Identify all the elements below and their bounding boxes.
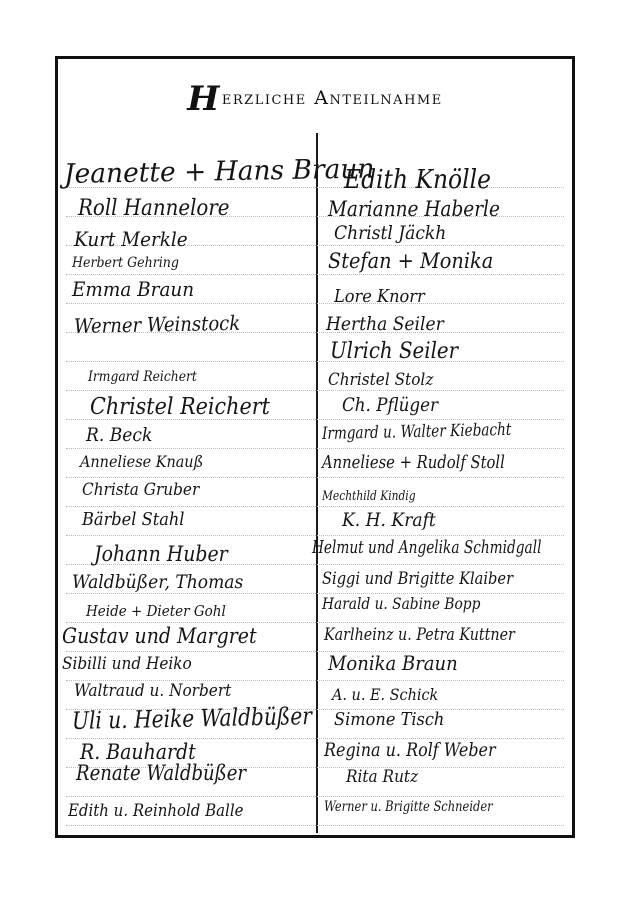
signature: Karlheinz u. Petra Kuttner [324, 625, 515, 645]
signature: Harald u. Sabine Bopp [322, 594, 481, 613]
signature: Jeanette + Hans Braun [63, 153, 375, 190]
signature: K. H. Kraft [342, 509, 436, 531]
ruled-line [66, 274, 564, 275]
signature: Stefan + Monika [328, 249, 494, 273]
signature: Irmgard Reichert [88, 369, 197, 385]
signature: Johann Huber [94, 542, 228, 566]
ruled-line [66, 651, 564, 652]
signature: Simone Tisch [334, 709, 445, 730]
signature: Werner u. Brigitte Schneider [324, 799, 493, 815]
ruled-line [66, 361, 564, 362]
condolence-page-frame [55, 56, 575, 838]
page-title [58, 79, 572, 119]
signature: Lore Knorr [334, 286, 425, 307]
signature: Werner Weinstock [73, 310, 241, 338]
signature: Monika Braun [328, 651, 458, 675]
ruled-line [66, 796, 564, 797]
signature: Edith u. Reinhold Balle [68, 801, 244, 821]
signature: Herbert Gehring [72, 255, 179, 271]
signature: Ulrich Seiler [330, 339, 459, 364]
signature: Ch. Pflüger [342, 394, 438, 416]
signature: Emma Braun [72, 277, 195, 301]
signature: A. u. E. Schick [332, 685, 439, 704]
signature: Gustav und Margret [62, 624, 257, 648]
signature: Heide + Dieter Gohl [86, 602, 226, 620]
signature: Anneliese + Rudolf Stoll [322, 452, 505, 473]
signature: Waltraud u. Norbert [74, 681, 232, 701]
signature: Rita Rutz [346, 767, 419, 787]
signature: Christel Stolz [328, 370, 434, 390]
ruled-line [66, 477, 564, 478]
signature: Siggi und Brigitte Klaiber [322, 569, 514, 589]
signature: Roll Hannelore [78, 196, 230, 221]
ruled-line [66, 593, 564, 594]
column-divider [316, 133, 318, 833]
ruled-line [66, 448, 564, 449]
ruled-line [66, 535, 564, 536]
signature: Christl Jäckh [334, 222, 447, 244]
signature: Christa Gruber [82, 480, 200, 500]
title-text: erzliche Anteilnahme [221, 87, 443, 109]
signature: Hertha Seiler [326, 313, 444, 335]
signature: Helmut und Angelika Schmidgall [312, 537, 542, 558]
signature: Anneliese Knauß [80, 452, 204, 471]
signature: Uli u. Heike Waldbüßer [71, 702, 313, 735]
signature: R. Bauhardt [80, 740, 196, 764]
signature: Bärbel Stahl [82, 509, 185, 530]
ruled-line [66, 390, 564, 391]
title-initial: H [187, 79, 221, 119]
signature: Renate Waldbüßer [76, 761, 247, 785]
signature: Marianne Haberle [328, 197, 500, 221]
signature: Christel Reichert [90, 394, 270, 420]
signature: Regina u. Rolf Weber [324, 739, 496, 761]
signature: R. Beck [86, 424, 153, 446]
signature: Kurt Merkle [74, 227, 188, 251]
ruled-line [66, 303, 564, 304]
ruled-line [66, 825, 564, 826]
ruled-line [66, 622, 564, 623]
signature: Irmgard u. Walter Kiebacht [321, 419, 512, 444]
signature: Waldbüßer, Thomas [72, 571, 244, 593]
signature: Mechthild Kindig [322, 489, 416, 504]
ruled-line [66, 506, 564, 507]
signature: Edith Knölle [344, 165, 491, 195]
signature: Sibilli und Heiko [62, 654, 192, 674]
